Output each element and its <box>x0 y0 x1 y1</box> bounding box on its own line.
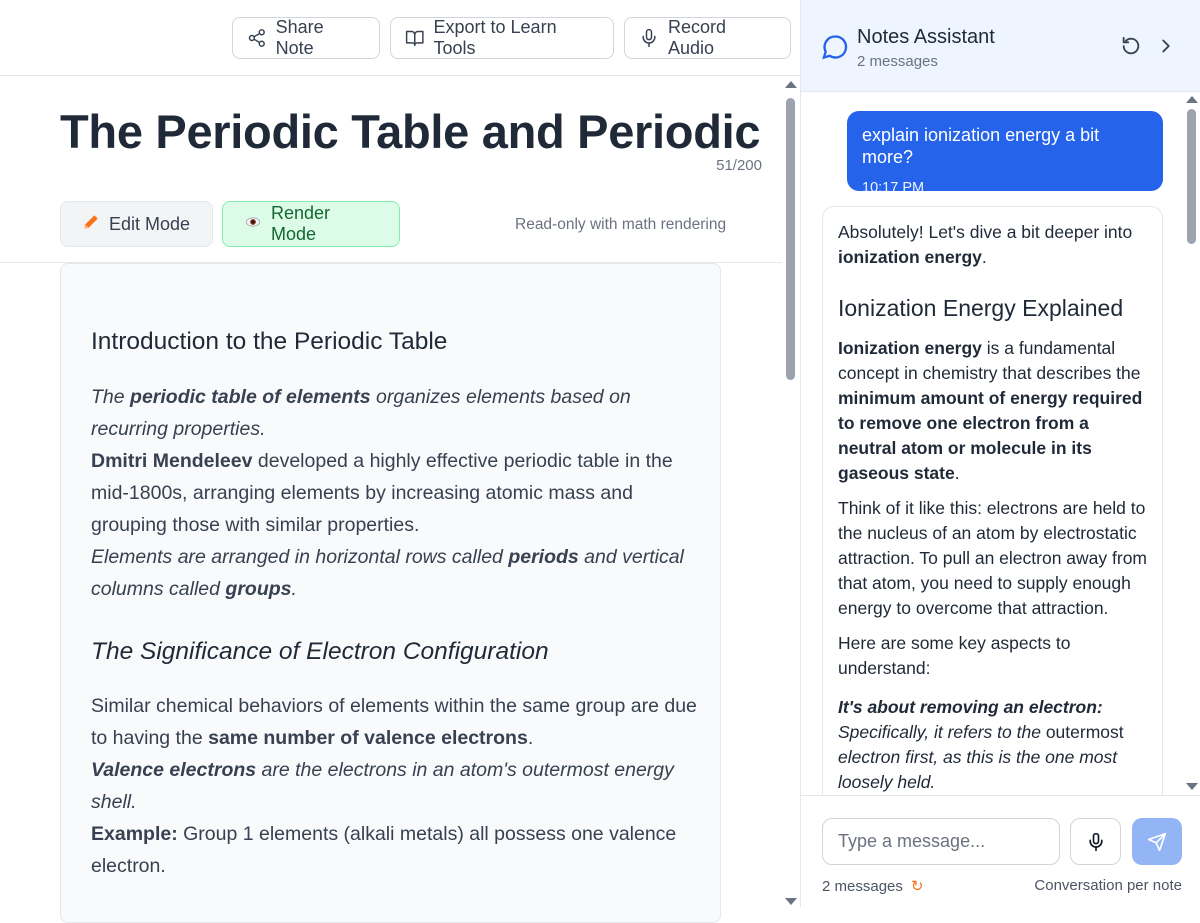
send-button[interactable] <box>1132 818 1182 865</box>
microphone-icon <box>1086 832 1106 852</box>
p2-text: developed a highly effective periodic table in the mid-1800s, arranging elements by increasing atomic mass and grouping those with similar properties. <box>91 450 673 536</box>
chat-messages <box>801 92 1200 795</box>
p5-text: are the electrons in an atom's outermost energy shell. <box>91 759 674 813</box>
user-message-time: 10:17 PM <box>862 180 925 196</box>
footer-count-label: 2 messages <box>822 877 903 895</box>
p3-text: Elements are arranged in horizontal rows called <box>91 546 509 568</box>
p3-text-end: . <box>291 578 297 600</box>
chat-scrollbar-thumb[interactable] <box>1187 109 1196 244</box>
render-mode-label: Render Mode <box>271 203 331 244</box>
assistant-header <box>801 0 1200 92</box>
refresh-icon[interactable]: ↻ <box>910 878 924 895</box>
collapse-panel-chevron-icon[interactable] <box>1155 35 1177 57</box>
scroll-up-arrow[interactable] <box>785 81 797 88</box>
footer-message-count <box>822 877 923 895</box>
p6-text: Group 1 elements (alkali metals) all possess one valence electron. <box>91 823 677 877</box>
p2-bold: Dmitri Mendeleev <box>91 450 253 472</box>
conversation-scope-label: Conversation per note <box>1034 877 1182 894</box>
user-message-bubble <box>847 111 1163 196</box>
export-label: Export to Learn Tools <box>433 17 557 58</box>
edit-mode-label: Edit Mode <box>109 213 191 234</box>
message-input[interactable] <box>822 818 1060 865</box>
record-audio-label: Record Audio <box>667 17 727 58</box>
voice-input-button[interactable] <box>1070 818 1121 865</box>
note-scrollbar[interactable] <box>782 76 800 907</box>
p1-text-end: organizes elements based on recurring properties. <box>91 386 631 440</box>
assistant-message-bubble <box>822 206 1163 795</box>
record-audio-button[interactable] <box>624 17 791 59</box>
chat-scroll-up-arrow[interactable] <box>1186 96 1198 103</box>
share-note-label: Share Note <box>275 17 324 58</box>
p4-text: Similar chemical behaviors of elements within the same group are due to having the <box>91 695 697 749</box>
p1-text: The <box>91 386 131 408</box>
p1-bold: periodic table of elements <box>130 386 371 408</box>
note-toolbar <box>0 0 800 76</box>
paragraph-valence <box>91 690 701 882</box>
section-heading-electron-configuration: The Significance of Electron Configuration <box>91 638 549 665</box>
mode-hint: Read-only with math rendering <box>515 216 727 233</box>
mode-bar <box>0 201 782 263</box>
reply-intro: Absolutely! Let's dive a bit deeper into ionization energy. <box>838 222 1133 267</box>
p5-bold: Valence electrons <box>91 759 257 781</box>
p6-bold: Example: <box>91 823 178 845</box>
send-icon <box>1147 832 1167 852</box>
p3-bold-groups: groups <box>225 578 292 600</box>
assistant-title: Notes Assistant <box>857 26 995 48</box>
reply-point-1: It's about removing an electron: Specifically, it refers to the outermost electron first, as this is the one most loosely held. <box>838 697 1124 792</box>
chat-scrollbar[interactable] <box>1183 92 1200 795</box>
microphone-icon <box>639 28 659 48</box>
p3-bold-periods: periods <box>508 546 579 568</box>
p4-bold: same number of valence electrons <box>208 727 528 749</box>
reset-conversation-icon[interactable] <box>1120 35 1142 57</box>
pencil-icon <box>81 212 101 237</box>
chat-bubble-icon <box>821 33 849 61</box>
note-scrollbar-thumb[interactable] <box>786 98 795 380</box>
paragraph-periodic-table <box>91 381 701 605</box>
reply-aspects-intro: Here are some key aspects to understand: <box>838 633 1071 678</box>
reply-definition: Ionization energy is a fundamental concept in chemistry that describes the minimum amount of energy required to remove one electron from a neutral atom or molecule in its gaseous state. <box>838 338 1143 483</box>
render-mode-button[interactable] <box>222 201 400 247</box>
user-message-text: explain ionization energy a bit more? <box>862 125 1100 167</box>
p3-text-mid: and vertical columns called <box>91 546 684 600</box>
eye-icon <box>243 212 263 237</box>
share-icon <box>247 28 267 48</box>
notes-assistant-panel <box>800 0 1200 907</box>
reply-analogy: Think of it like this: electrons are held to the nucleus of an atom by electrostatic attraction. To pull an electron away from that atom, you need to supply enough energy to overcome that attraction. <box>838 498 1148 618</box>
rendered-note-content <box>60 263 721 923</box>
share-note-button[interactable] <box>232 17 380 59</box>
scroll-down-arrow[interactable] <box>785 898 797 905</box>
note-title[interactable]: The Periodic Table and Periodic <box>60 105 761 158</box>
p4-text-end: . <box>527 727 534 749</box>
book-open-icon <box>405 28 425 48</box>
assistant-message-count: 2 messages <box>857 53 938 70</box>
message-composer <box>801 795 1200 907</box>
edit-mode-button[interactable] <box>60 201 213 247</box>
title-char-counter: 51/200 <box>716 157 762 174</box>
export-to-learn-tools-button[interactable] <box>390 17 614 59</box>
chat-scroll-down-arrow[interactable] <box>1186 783 1198 790</box>
section-heading-introduction: Introduction to the Periodic Table <box>91 328 448 355</box>
reply-heading: Ionization Energy Explained <box>838 295 1124 321</box>
